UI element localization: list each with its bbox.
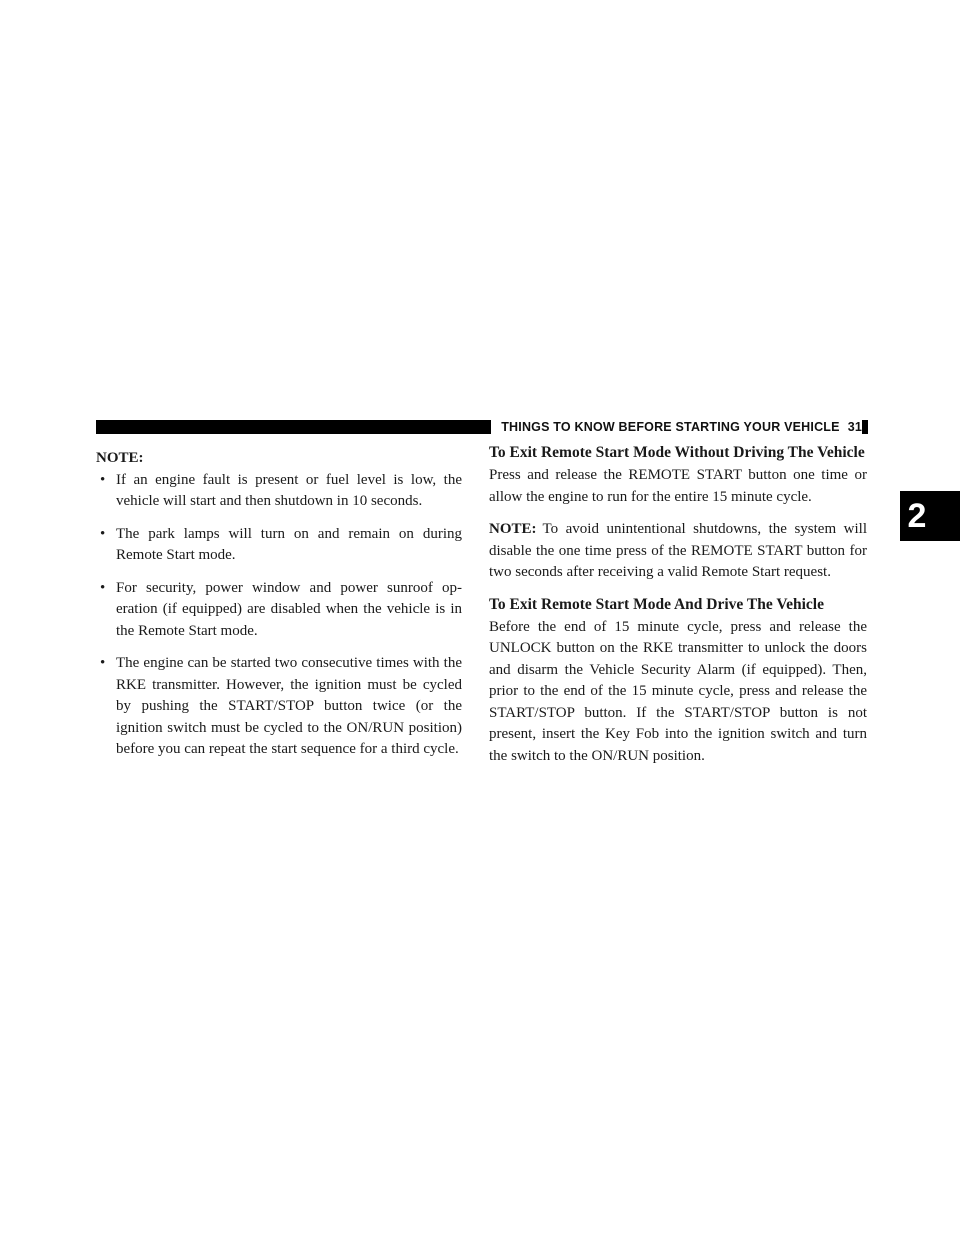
section-heading-exit-without-driving: To Exit Remote Start Mode Without Driving The Vehicle	[489, 444, 865, 461]
right-column	[489, 443, 867, 778]
bullet-icon: •	[100, 579, 106, 596]
note-bullet-list	[96, 470, 462, 761]
chapter-tab	[900, 491, 960, 541]
list-item: • For security, power window and power sunroof op-eration (if equipped) are disabled when the vehicle is in the Remote Start mode.	[100, 579, 462, 639]
running-header	[491, 416, 862, 438]
note-text: To avoid unintentional shutdowns, the system will disable the one time press of the REMOTE START button for two seconds after receiving a valid Remote Start request.	[489, 521, 867, 580]
bullet-icon: •	[100, 471, 106, 488]
note-label: NOTE:	[489, 521, 537, 537]
bullet-icon: •	[100, 655, 106, 671]
chapter-number: 2	[907, 497, 927, 535]
bullet-icon: •	[100, 525, 106, 542]
section-text-exit-without-driving: Press and release the REMOTE START button one time or allow the engine to run for the entire 15 minute cycle.	[489, 467, 867, 505]
section-text-exit-and-drive: Before the end of 15 minute cycle, press and release the UNLOCK button on the RKE transmitter to unlock the doors and disarm the Vehicle Security Alarm (if equipped). Then, prior to the end of the 15 minute cycle, press and release the START/STOP button. If the START/STOP button is not present, insert the Key Fob into the ignition switch and turn the switch to the ON/RUN position.	[489, 618, 867, 764]
list-item: • The park lamps will turn on and remain on during Remote Start mode.	[100, 525, 462, 563]
note-label: NOTE:	[96, 450, 144, 466]
list-item: • The engine can be started two consecutive times with the RKE transmitter. However, the ignition must be cycled by pushing the START/STOP button twice (or the ignition switch must be cycled to the ON/RUN position) before you can repeat the start sequence for a third cycle.	[100, 655, 462, 757]
header-title: THINGS TO KNOW BEFORE STARTING YOUR VEHICLE	[501, 420, 840, 434]
note-paragraph	[489, 519, 867, 584]
list-item: • If an engine fault is present or fuel level is low, the vehicle will start and then shutdown in 10 seconds.	[100, 471, 462, 509]
left-column	[96, 448, 462, 772]
section-heading-exit-and-drive: To Exit Remote Start Mode And Drive The Vehicle	[489, 595, 824, 613]
page-number: 31	[847, 420, 862, 434]
